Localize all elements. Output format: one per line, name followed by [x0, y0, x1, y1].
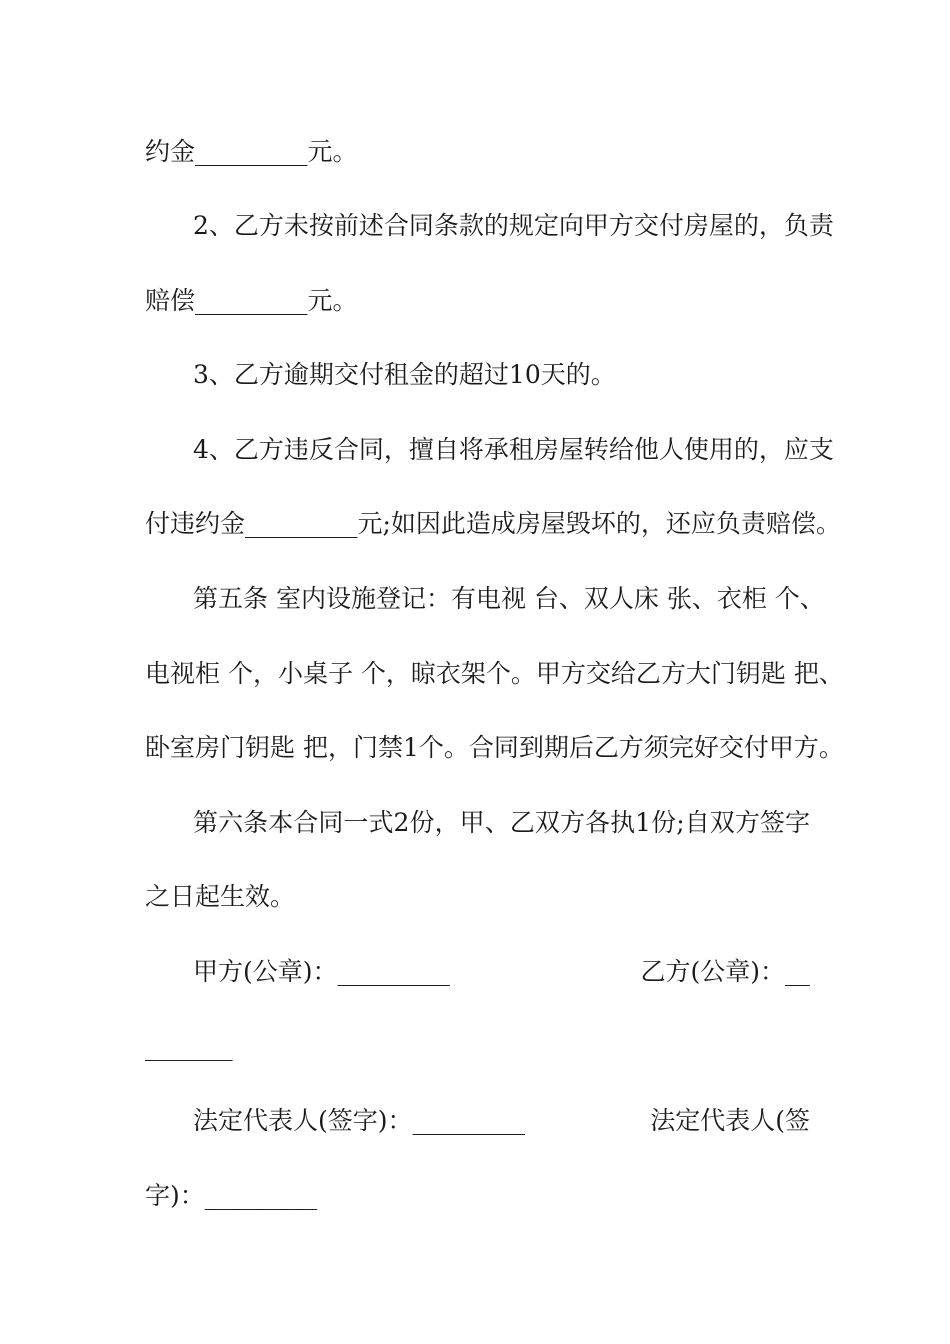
text-line: 电视柜 个，小桌子 个，晾衣架个。甲方交给乙方大门钥匙 把、 [145, 659, 844, 688]
text-line: 之日起生效。 [145, 882, 296, 911]
party-b-seal: 乙方(公章)：__ [640, 957, 810, 986]
text-line: 付违约金_________元;如因此造成房屋毁坏的，还应负责赔偿。 [145, 509, 841, 538]
text-line: 约金_________元。 [145, 137, 358, 166]
text-line: 第五条 室内设施登记：有电视 台、双人床 张、衣柜 个、 [193, 584, 825, 613]
text-line: 卧室房门钥匙 把，门禁1个。合同到期后乙方须完好交付甲方。 [145, 733, 844, 762]
text-line: 第六条本合同一式2份，甲、乙双方各执1份;自双方签字 [193, 808, 810, 837]
text-line: 3、乙方逾期交付租金的超过10天的。 [193, 360, 616, 389]
signature-rep-row [193, 1106, 810, 1136]
party-b-representative-cont: 字)：_________ [145, 1181, 318, 1210]
text-line: 2、乙方未按前述合同条款的规定向甲方交付房屋的，负责 [193, 211, 834, 240]
party-a-seal: 甲方(公章)：_________ [193, 957, 451, 986]
text-line: 赔偿_________元。 [145, 286, 358, 315]
text-line: 4、乙方违反合同，擅自将承租房屋转给他人使用的，应支 [193, 435, 834, 464]
signature-seal-row [193, 957, 810, 987]
underline-continuation: _______ [145, 1032, 233, 1061]
party-a-representative: 法定代表人(签字)：_________ [193, 1106, 526, 1135]
party-b-representative: 法定代表人(签 [650, 1106, 810, 1135]
